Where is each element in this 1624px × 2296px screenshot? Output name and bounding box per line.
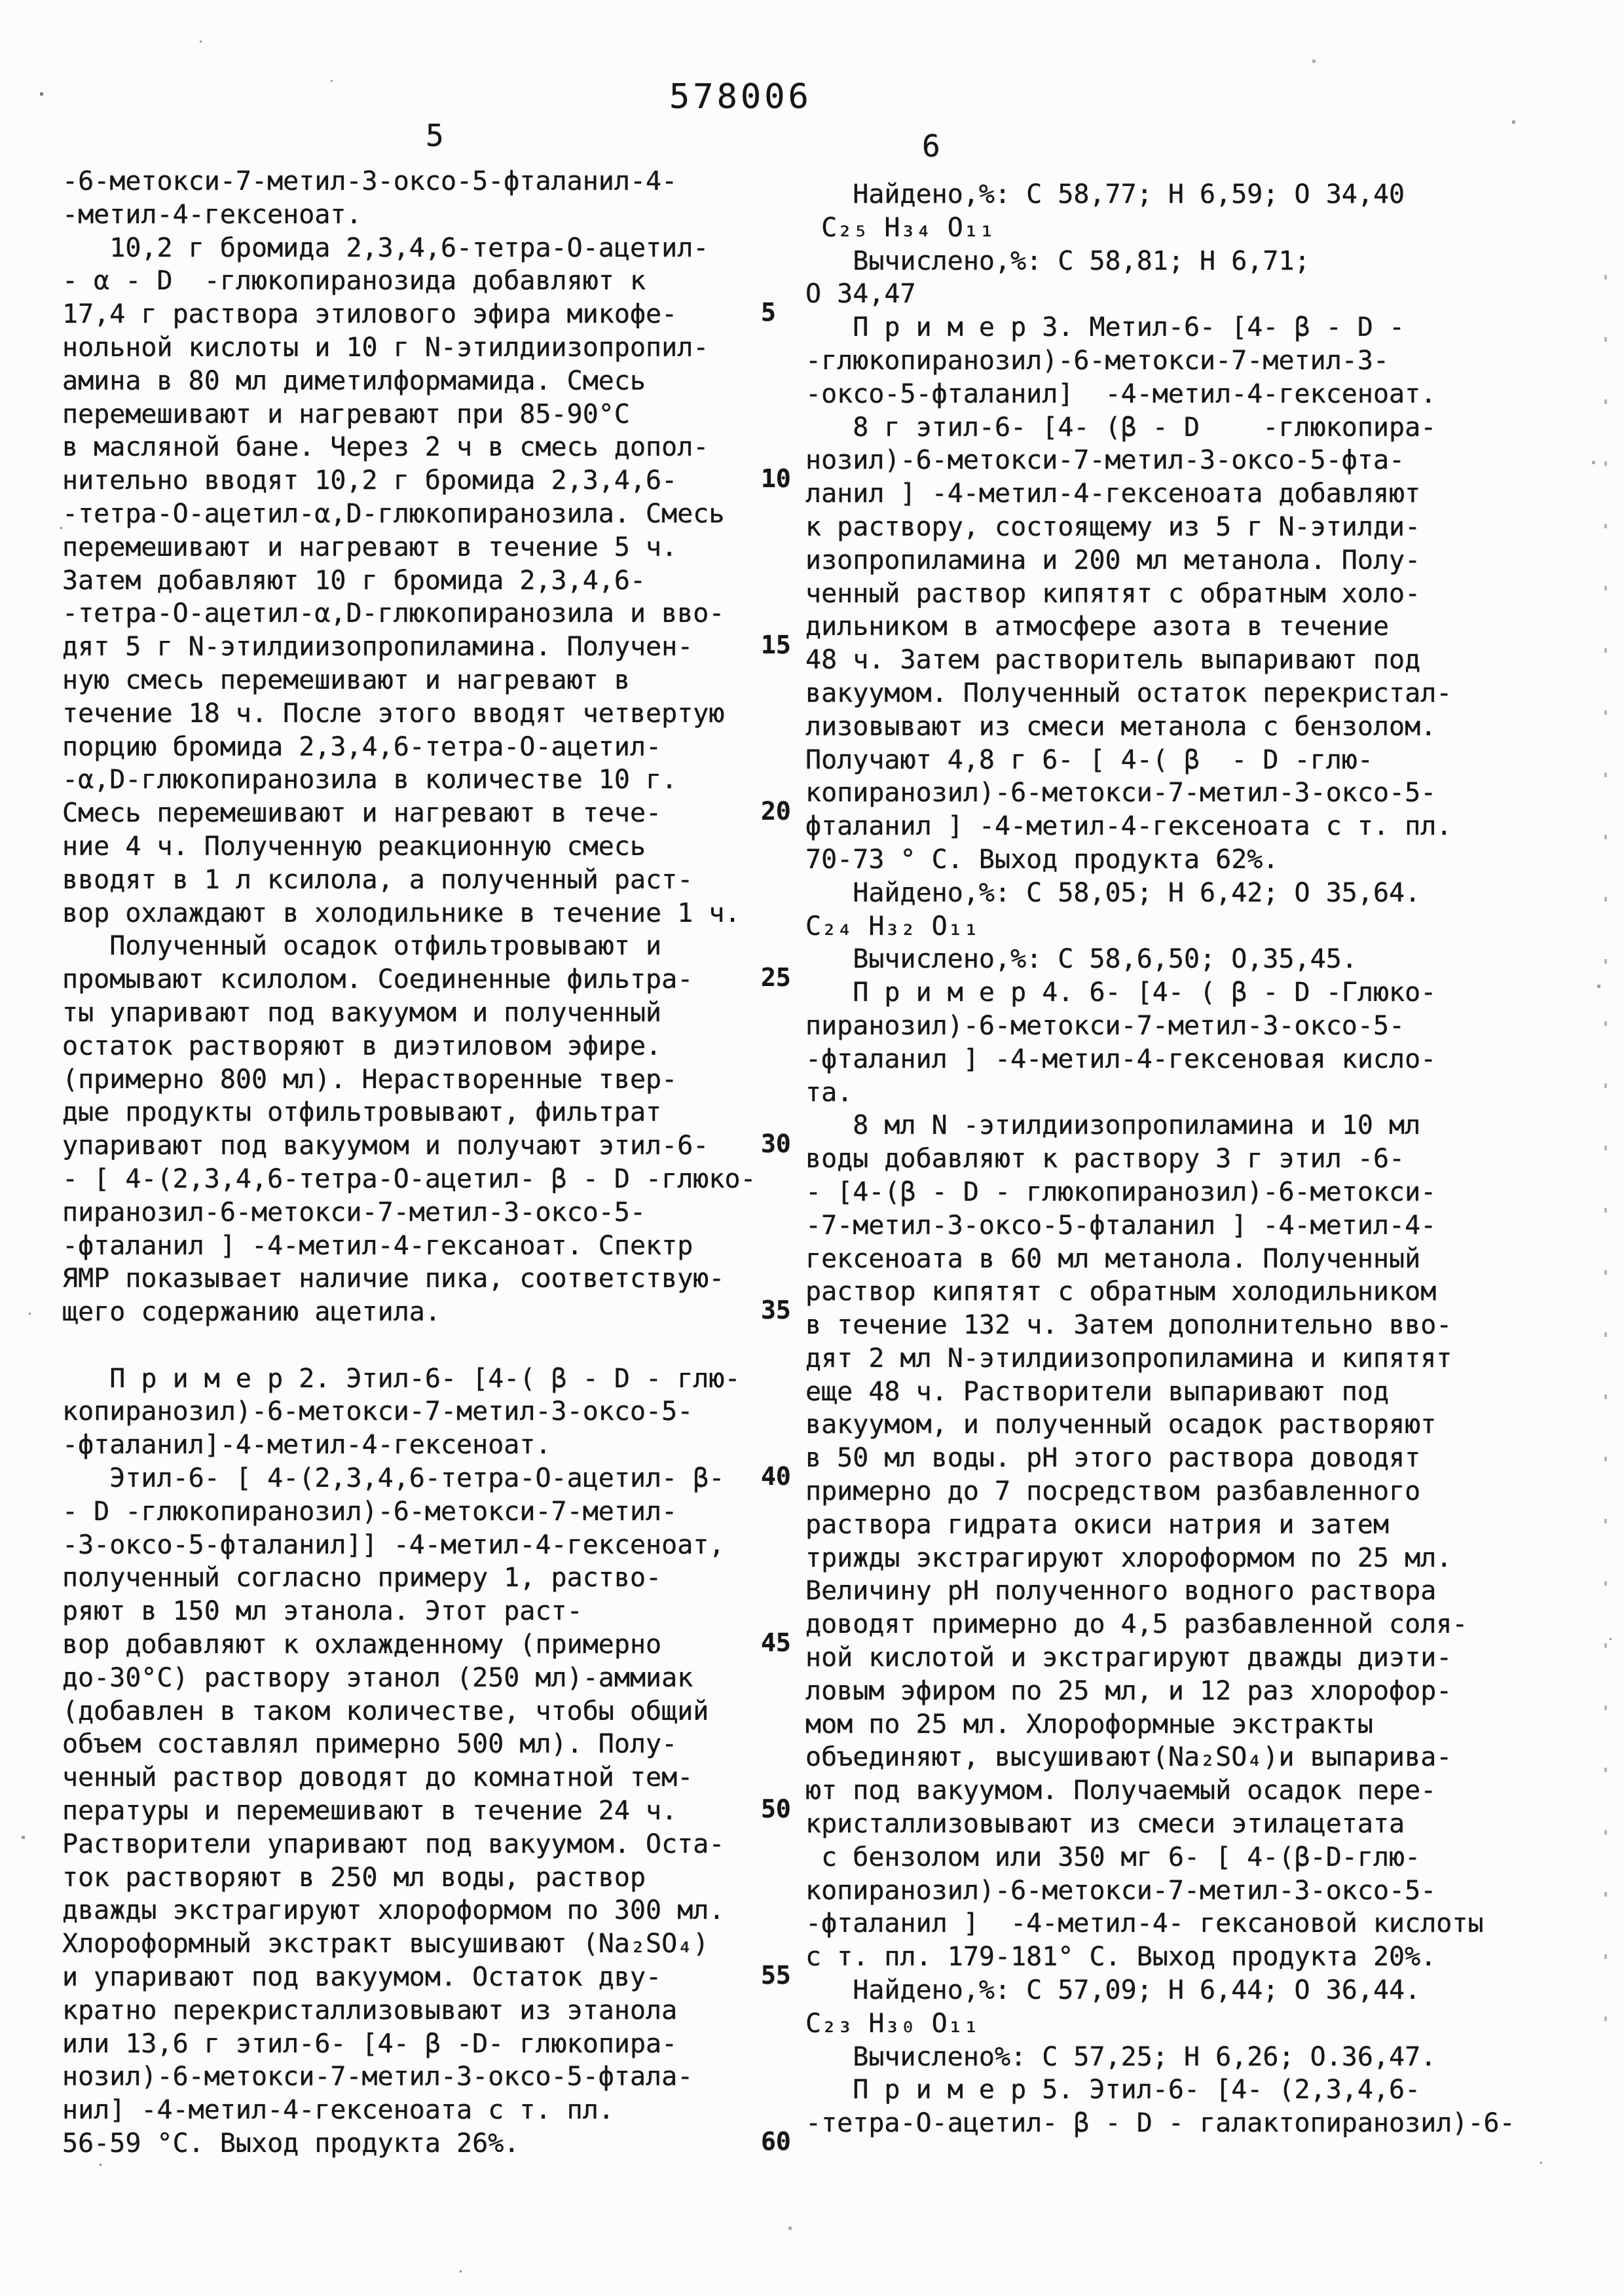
text-line: 56-59 °С. Выход продукта 26%. <box>62 2128 520 2159</box>
text-line: - α - D -глюкопиранозида добавляют к <box>62 266 646 297</box>
text-line: - [ 4-(2,3,4,6-тетра-О-ацетил- β - D -глюко- <box>62 1163 756 1194</box>
text-line: щего содержанию ацетила. <box>62 1297 441 1328</box>
line-number: 40 <box>761 1462 791 1491</box>
line-number: 35 <box>761 1296 791 1325</box>
text-line: -α,D-глюкопиранозила в количестве 10 г. <box>62 765 678 795</box>
text-line: кристаллизовывают из смеси этилацетата <box>805 1809 1405 1840</box>
line-number: 10 <box>761 464 791 494</box>
text-line: вакуумом, и полученный осадок растворяют <box>805 1410 1437 1440</box>
line-number: 45 <box>761 1628 791 1658</box>
text-line: вор охлаждают в холодильнике в течение 1 ч. <box>62 898 741 928</box>
text-line: пиранозил-6-метокси-7-метил-3-оксо-5- <box>62 1197 646 1228</box>
text-line: С₂₅ Н₃₄ О₁₁ <box>805 212 995 243</box>
text-line: копиранозил)-6-метокси-7-метил-3-оксо-5- <box>805 778 1437 809</box>
text-line: ной кислотой и экстрагируют дважды диэти- <box>805 1643 1452 1673</box>
text-line: дважды экстрагируют хлороформом по 300 мл. <box>62 1895 725 1926</box>
text-line: фталанил ] -4-метил-4-гексеноата с т. пл. <box>805 811 1452 842</box>
text-line: - [4-(β - D - глюкопиранозил)-6-метокси- <box>805 1176 1437 1207</box>
text-line: дят 2 мл N-этилдиизопропиламина и кипятят <box>805 1343 1452 1374</box>
text-line: С₂₃ Н₃₀ О₁₁ <box>805 2008 979 2039</box>
text-line: -тетра-О-ацетил-α,D-глюкопиранозила и вво- <box>62 598 725 629</box>
text-line: -метил-4-гексеноат. <box>62 199 362 230</box>
text-line: нил] -4-метил-4-гексеноата с т. пл. <box>62 2095 614 2126</box>
text-line: примерно до 7 посредством разбавленного <box>805 1476 1421 1507</box>
text-line: -3-оксо-5-фталанил]] -4-метил-4-гексеноат, <box>62 1529 725 1560</box>
line-number: 60 <box>761 2127 791 2157</box>
text-line: Растворители упаривают под вакуумом. Оста- <box>62 1829 725 1859</box>
text-line: -фталанил ] -4-метил-4-гексаноат. Спектр <box>62 1230 693 1261</box>
left-column-page-number: 5 <box>426 118 444 153</box>
text-line: остаток растворяют в диэтиловом эфире. <box>62 1030 662 1061</box>
text-line: ряют в 150 мл этанола. Этот раст- <box>62 1596 583 1627</box>
page-edge-marks <box>1604 275 1607 2043</box>
text-line: Этил-6- [ 4-(2,3,4,6-тетра-О-ацетил- β- <box>62 1463 725 1494</box>
text-line: раствора гидрата окиси натрия и затем <box>805 1509 1390 1540</box>
text-line: вакуумом. Полученный остаток перекристал- <box>805 678 1452 708</box>
text-line: дильником в атмосфере азота в течение <box>805 611 1390 642</box>
text-line: 48 ч. Затем растворитель выпаривают под <box>805 645 1421 676</box>
line-number: 15 <box>761 630 791 660</box>
text-line <box>62 1329 758 1362</box>
text-line: П р и м е р 4. 6- [4- ( β - D -Глюко- <box>805 977 1437 1008</box>
text-line: гексеноата в 60 мл метанола. Полученный <box>805 1243 1421 1274</box>
text-line: лизовывают из смеси метанола с бензолом. <box>805 711 1437 742</box>
text-line: пиранозил)-6-метокси-7-метил-3-оксо-5- <box>805 1010 1405 1041</box>
text-line: О 34,47 <box>805 279 916 310</box>
text-line: нольной кислоты и 10 г N-этилдиизопропил- <box>62 332 709 363</box>
text-line: ют под вакуумом. Получаемый осадок пере- <box>805 1776 1437 1806</box>
text-line: -глюкопиранозил)-6-метокси-7-метил-3- <box>805 345 1390 376</box>
text-line: Найдено,%: С 58,77; Н 6,59; О 34,40 <box>805 179 1405 210</box>
text-line: Найдено,%: С 57,09; Н 6,44; О 36,44. <box>805 1975 1421 2006</box>
text-line: еще 48 ч. Растворители выпаривают под <box>805 1376 1390 1407</box>
text-line: ланил ] -4-метил-4-гексеноата добавляют <box>805 479 1421 509</box>
text-line: объем составлял примерно 500 мл). Полу- <box>62 1729 678 1760</box>
text-line: Полученный осадок отфильтровывают и <box>62 931 662 962</box>
text-line: доводят примерно до 4,5 разбавленной соля- <box>805 1609 1468 1640</box>
text-line: (добавлен в таком количестве, чтобы общий <box>62 1696 709 1726</box>
text-line: Вычислено,%: С 58,6,50; О,35,45. <box>805 944 1357 975</box>
text-line: течение 18 ч. После этого вводят четвертую <box>62 698 725 729</box>
text-line: и упаривают под вакуумом. Остаток дву- <box>62 1962 662 1993</box>
text-line: вор добавляют к охлажденному (примерно <box>62 1630 662 1660</box>
text-line: Получают 4,8 г 6- [ 4-( β - D -глю- <box>805 744 1373 775</box>
text-line: -оксо-5-фталанил] -4-метил-4-гексеноат. <box>805 378 1437 409</box>
text-line: -тетра-О-ацетил-α,D-глюкопиранозила. Смесь <box>62 498 725 529</box>
text-line: объединяют, высушивают(Nа₂SО₄)и выпарива- <box>805 1742 1452 1773</box>
text-line: или 13,6 г этил-6- [4- β -D- глюкопира- <box>62 2028 678 2059</box>
text-line: ченный раствор кипятят с обратным холо- <box>805 578 1421 609</box>
text-line: 8 г этил-6- [4- (β - D -глюкопира- <box>805 412 1437 443</box>
text-line: ние 4 ч. Полученную реакционную смесь <box>62 831 646 862</box>
text-line: П р и м е р 5. Этил-6- [4- (2,3,4,6- <box>805 2075 1421 2105</box>
text-line: с бензолом или 350 мг 6- [ 4-(β-D-глю- <box>805 1842 1421 1872</box>
text-line: порцию бромида 2,3,4,6-тетра-О-ацетил- <box>62 731 662 762</box>
text-line: Затем добавляют 10 г бромида 2,3,4,6- <box>62 565 646 596</box>
text-line: Величину pH полученного водного раствора <box>805 1576 1437 1607</box>
text-line: 17,4 г раствора этилового эфира микофе- <box>62 299 678 330</box>
text-line: ловым эфиром по 25 мл, и 12 раз хлорофор- <box>805 1675 1452 1706</box>
text-line: -фталанил ] -4-метил-4- гексановой кислоты <box>805 1908 1484 1939</box>
text-line: ток растворяют в 250 мл воды, раствор <box>62 1862 646 1893</box>
text-line: в масляной бане. Через 2 ч в смесь допол- <box>62 432 709 463</box>
text-line: Хлороформный экстракт высушивают (Nа₂SО₄) <box>62 1929 709 1959</box>
text-line: нозил)-6-метокси-7-метил-3-оксо-5-фта- <box>805 445 1405 476</box>
text-line: воды добавляют к раствору 3 г этил -6- <box>805 1144 1405 1175</box>
right-column-text <box>805 178 1585 2140</box>
text-line: ную смесь перемешивают и нагревают в <box>62 665 630 695</box>
text-line: копиранозил)-6-метокси-7-метил-3-оксо-5- <box>805 1875 1437 1906</box>
text-line: упаривают под вакуумом и получают этил-6- <box>62 1131 709 1161</box>
text-line: -фталанил ] -4-метил-4-гексеновая кисло- <box>805 1044 1437 1074</box>
text-line: 8 мл N -этилдиизопропиламина и 10 мл <box>805 1110 1421 1141</box>
line-number: 5 <box>761 298 776 327</box>
line-number: 25 <box>761 963 791 993</box>
right-column-page-number: 6 <box>922 128 940 164</box>
text-line: (примерно 800 мл). Нерастворенные твер- <box>62 1064 678 1095</box>
text-line: копиранозил)-6-метокси-7-метил-3-оксо-5- <box>62 1396 693 1427</box>
text-line: ченный раствор доводят до комнатной тем- <box>62 1762 693 1793</box>
text-line: -тетра-О-ацетил- β - D - галактопиранозил)-6- <box>805 2108 1515 2139</box>
text-line: С₂₄ Н₃₂ О₁₁ <box>805 911 979 941</box>
text-line: в 50 мл воды. pH этого раствора доводят <box>805 1443 1421 1474</box>
text-line: трижды экстрагируют хлороформом по 25 мл. <box>805 1542 1452 1573</box>
text-line: вводят в 1 л ксилола, а полученный раст- <box>62 864 693 895</box>
text-line: мом по 25 мл. Хлороформные экстракты <box>805 1709 1373 1740</box>
text-line: Найдено,%: С 58,05; Н 6,42; О 35,64. <box>805 877 1421 908</box>
text-line: -6-метокси-7-метил-3-оксо-5-фталанил-4- <box>62 166 678 196</box>
text-line: в течение 132 ч. Затем дополнительно вво- <box>805 1310 1452 1341</box>
text-line: -7-метил-3-оксо-5-фталанил ] -4-метил-4- <box>805 1210 1437 1241</box>
text-line: до-30°С) раствору этанол (250 мл)-аммиак <box>62 1662 693 1693</box>
text-line: П р и м е р 3. Метил-6- [4- β - D - <box>805 312 1405 343</box>
text-line: к раствору, состоящему из 5 г N-этилди- <box>805 511 1421 542</box>
text-line: -фталанил]-4-метил-4-гексеноат. <box>62 1430 551 1461</box>
scan-noise-speckles <box>0 0 2 2</box>
line-number: 50 <box>761 1795 791 1824</box>
text-line: перемешивают и нагревают при 85-90°С <box>62 399 630 429</box>
text-line: ты упаривают под вакуумом и полученный <box>62 997 662 1028</box>
text-line: амина в 80 мл диметилформамида. Смесь <box>62 365 646 396</box>
left-column-text <box>62 165 758 2160</box>
text-line: дые продукты отфильтровывают, фильтрат <box>62 1097 662 1128</box>
text-line: полученный согласно примеру 1, раство- <box>62 1563 662 1594</box>
text-line: П р и м е р 2. Этил-6- [4-( β - D - глю- <box>62 1363 741 1394</box>
text-line: дят 5 г N-этилдиизопропиламина. Получен- <box>62 632 693 663</box>
text-line: нительно вводят 10,2 г бромида 2,3,4,6- <box>62 465 678 496</box>
text-line: раствор кипятят с обратным холодильником <box>805 1277 1437 1307</box>
text-line: промывают ксилолом. Соединенные фильтра- <box>62 964 693 995</box>
text-line: пературы и перемешивают в течение 24 ч. <box>62 1796 678 1827</box>
line-number: 55 <box>761 1961 791 1990</box>
line-number: 30 <box>761 1129 791 1159</box>
text-line: изопропиламина и 200 мл метанола. Полу- <box>805 545 1421 575</box>
text-line: ЯМР показывает наличие пика, соответствую- <box>62 1264 725 1294</box>
text-line: Смесь перемешивают и нагревают в тече- <box>62 798 662 829</box>
patent-number: 578006 <box>669 77 812 117</box>
line-number: 20 <box>761 797 791 826</box>
text-line: с т. пл. 179-181° С. Выход продукта 20%. <box>805 1942 1437 1973</box>
text-line: нозил)-6-метокси-7-метил-3-оксо-5-фтала- <box>62 2062 693 2092</box>
text-line: перемешивают и нагревают в течение 5 ч. <box>62 532 678 562</box>
text-line: та. <box>805 1077 853 1108</box>
text-line: Вычислено%: С 57,25; Н 6,26; О.36,47. <box>805 2041 1437 2072</box>
text-line: 10,2 г бромида 2,3,4,6-тетра-О-ацетил- <box>62 232 709 263</box>
text-line: 70-73 ° С. Выход продукта 62%. <box>805 844 1279 875</box>
text-line: Вычислено,%: С 58,81; Н 6,71; <box>805 246 1310 276</box>
text-line: - D -глюкопиранозил)-6-метокси-7-метил- <box>62 1496 678 1527</box>
text-line: кратно перекристаллизовывают из этанола <box>62 1995 678 2026</box>
